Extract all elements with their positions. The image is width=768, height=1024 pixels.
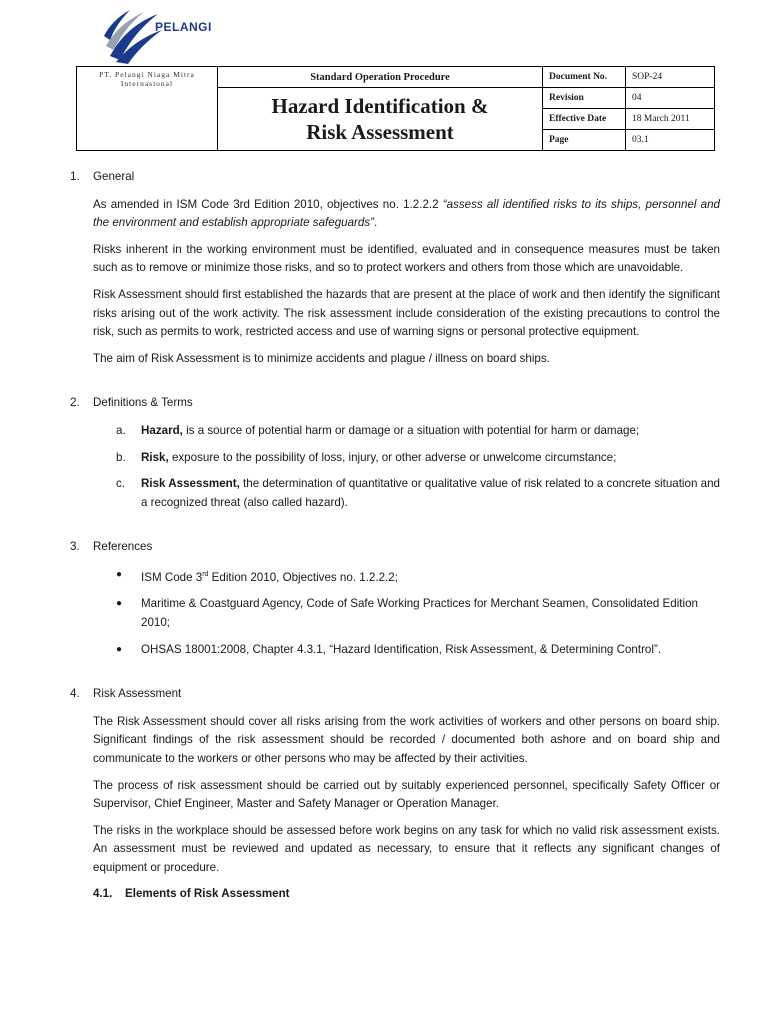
- company-name: PT. Pelangi Niaga Mitra Internasional: [77, 67, 218, 151]
- field-value-effective-date: 18 March 2011: [626, 109, 715, 130]
- general-paragraph-3: Risk Assessment should first established the hazards that are present at the place of work and then identify the significant risks arising out of the work activity. The risk assessment include consideration of the existing precautions to control the risk, such as permits to work, restricted access and use of warning signs or personal protective equipment.: [93, 287, 720, 339]
- document-header-table: [76, 66, 715, 151]
- field-label-page: Page: [543, 130, 626, 151]
- subsection-heading-elements: [93, 885, 720, 904]
- section-number: 4.: [70, 687, 80, 701]
- section-number: 2.: [70, 396, 80, 410]
- definition-term: Hazard,: [141, 423, 183, 437]
- reference-text: Maritime & Coastguard Agency, Code of Safe Working Practices for Merchant Seamen, Consolidated Edition 2010;: [141, 597, 698, 629]
- title-line-1: Hazard Identification &: [271, 94, 489, 118]
- section-title: Definitions & Terms: [93, 396, 193, 410]
- subsection-number: 4.1.: [93, 887, 113, 901]
- text: .: [374, 216, 378, 230]
- field-label-revision: Revision: [543, 88, 626, 109]
- bullet-icon: ●: [116, 643, 123, 655]
- definition-text: is a source of potential harm or damage or a situation with potential for harm or damage;: [182, 423, 640, 437]
- ism-quote: “assess all identified risks to its ships, personnel and the environment and establish appropriate safeguards”: [93, 197, 720, 230]
- text: Edition 2010, Objectives no. 1.2.2.2;: [208, 570, 398, 584]
- section-number: 3.: [70, 540, 80, 554]
- section-number: 1.: [70, 170, 80, 183]
- reference-item-ohsas: [116, 641, 720, 660]
- field-label-document-no: Document No.: [543, 67, 626, 88]
- procedure-type: Standard Operation Procedure: [218, 67, 543, 88]
- general-paragraph-2: Risks inherent in the working environment must be identified, evaluated and in consequence measures must be taken such as to remove or minimize those risks, and so to protect workers and others from those which are unavoidable.: [93, 242, 720, 275]
- definition-item-risk-assessment: [116, 475, 720, 512]
- bullet-icon: ●: [116, 568, 123, 580]
- section-heading-general: [70, 168, 720, 187]
- section-heading-risk-assessment: [70, 685, 720, 704]
- field-label-effective-date: Effective Date: [543, 109, 626, 130]
- reference-item-ism: [116, 566, 720, 587]
- field-value-revision: 04: [626, 88, 715, 109]
- field-value-document-no: SOP-24: [626, 67, 715, 88]
- pelangi-logo-icon: [104, 6, 164, 64]
- document-body: [70, 168, 720, 904]
- superscript: rd: [202, 570, 209, 578]
- subsection-title: Elements of Risk Assessment: [125, 887, 290, 901]
- reference-text: OHSAS 18001:2008, Chapter 4.3.1, “Hazard Identification, Risk Assessment, & Determining Control”.: [141, 642, 662, 656]
- bullet-icon: ●: [116, 598, 123, 610]
- section-title: Risk Assessment: [93, 687, 182, 701]
- section-title: General: [93, 170, 135, 183]
- general-paragraph-4: The aim of Risk Assessment is to minimize accidents and plague / illness on board ships.: [93, 351, 550, 365]
- definition-item-risk: [116, 449, 720, 468]
- definition-item-hazard: [116, 422, 720, 441]
- definition-term: Risk Assessment,: [141, 477, 240, 491]
- reference-item-mca: [116, 595, 720, 632]
- text: ISM Code 3: [141, 570, 203, 584]
- title-line-2: Risk Assessment: [306, 120, 454, 144]
- document-title: [218, 88, 543, 151]
- company-logo: [104, 6, 214, 64]
- list-marker: c.: [116, 477, 126, 491]
- general-paragraph-1: [93, 196, 720, 233]
- field-value-page: 03.1: [626, 130, 715, 151]
- section-title: References: [93, 540, 153, 554]
- logo-brand-text: PELANGI: [155, 20, 212, 34]
- list-marker: b.: [116, 450, 126, 464]
- definition-text: the determination of quantitative or qualitative value of risk related to a concrete situation and a recognized threat (also called hazard).: [141, 477, 720, 509]
- list-marker: a.: [116, 423, 126, 437]
- definition-term: Risk,: [141, 450, 169, 464]
- definition-text: exposure to the possibility of loss, injury, or other adverse or unwelcome circumstance;: [168, 450, 617, 464]
- risk-paragraph-1: The Risk Assessment should cover all risks arising from the work activities of workers and other persons on board ship. Significant findings of the risk assessment should be recorded / documented both ashore and on board ship and communicate to the workers or other persons who may be affected by their activities.: [93, 714, 720, 765]
- section-heading-definitions: [70, 394, 720, 413]
- risk-paragraph-2: The process of risk assessment should be carried out by suitably experienced personnel, specifically Safety Officer or Supervisor, Chief Engineer, Master and Safety Manager or Operation Manager.: [93, 778, 720, 811]
- text: As amended in ISM Code 3rd Edition 2010, objectives no. 1.2.2.2: [93, 197, 443, 211]
- section-heading-references: [70, 538, 720, 557]
- risk-paragraph-3: The risks in the workplace should be assessed before work begins on any task for which no valid risk assessment exists. An assessment must be reviewed and updated as necessary, to ensure that it reflects any significant changes of equipment or procedure.: [93, 823, 720, 874]
